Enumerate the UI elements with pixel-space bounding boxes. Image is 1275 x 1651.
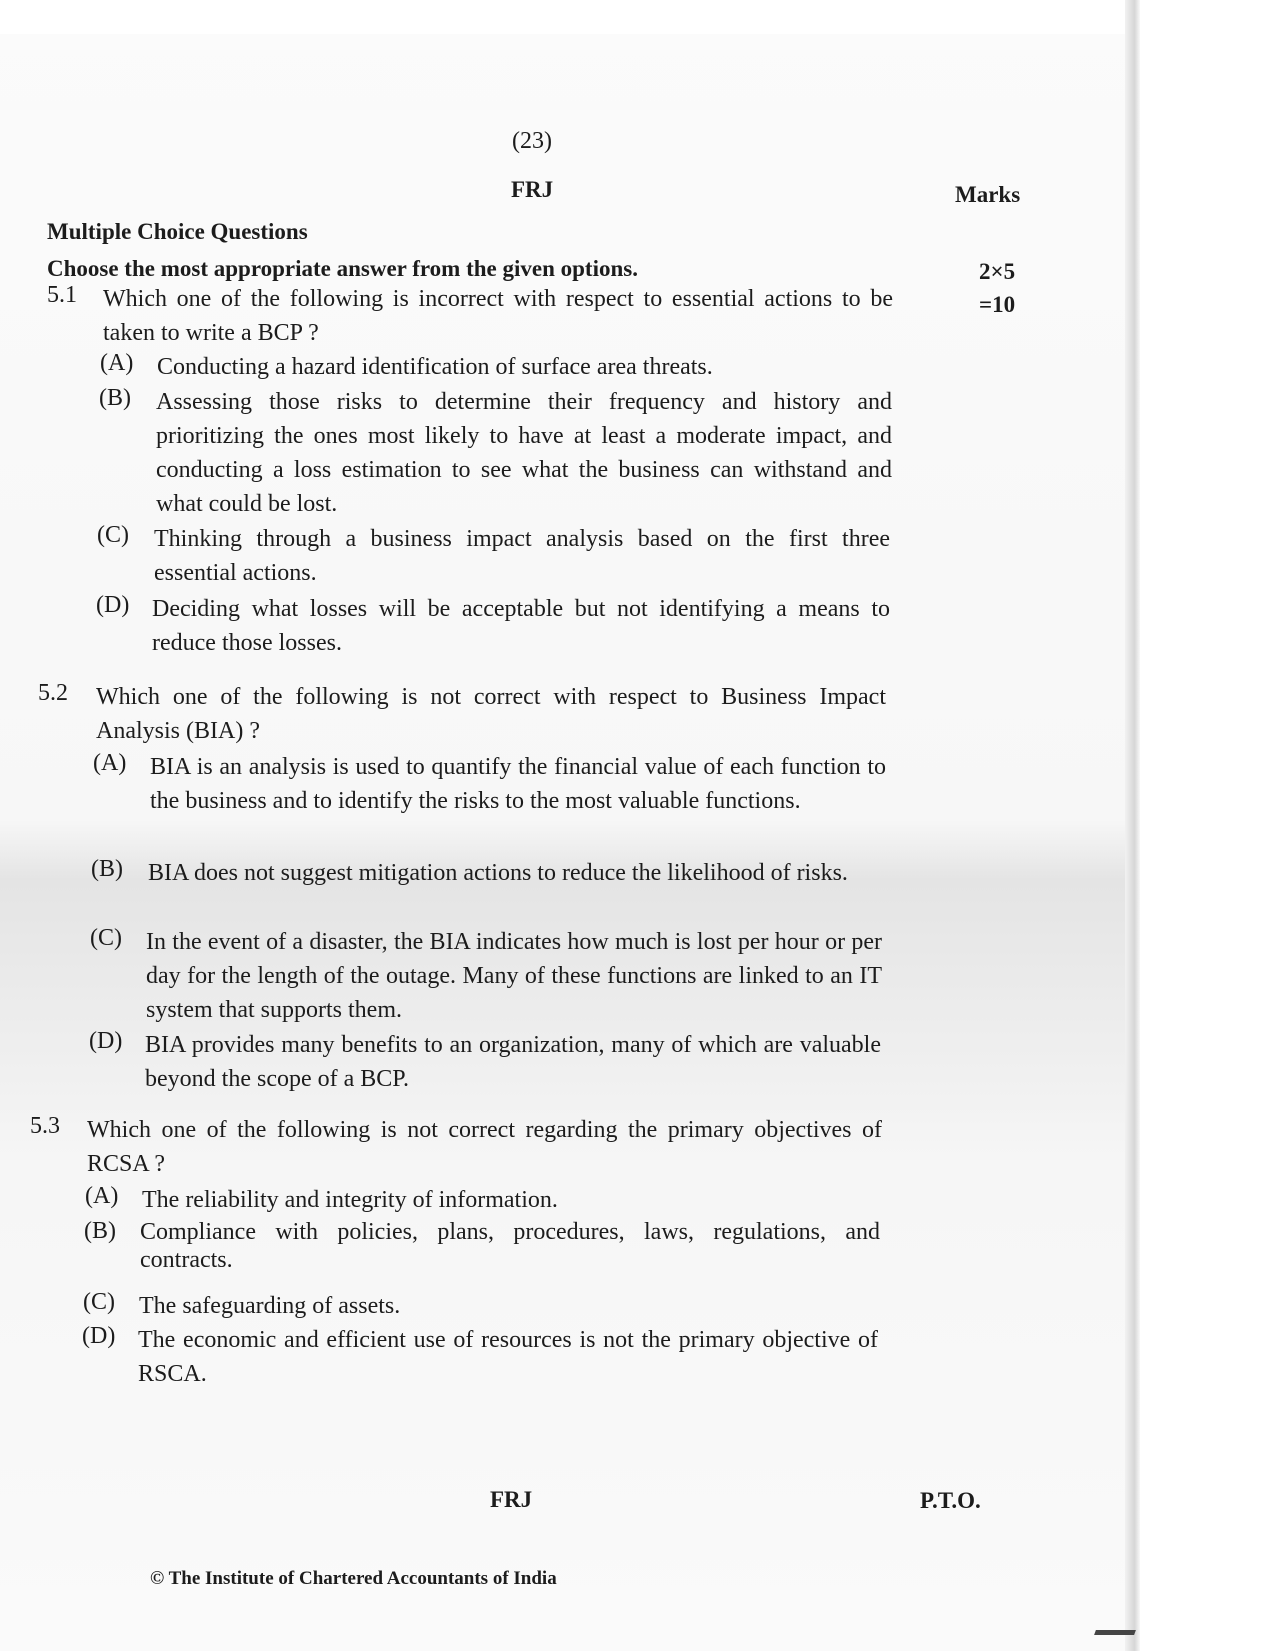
scan-top-margin <box>0 0 1140 34</box>
paper-code-bottom: FRJ <box>490 1487 533 1512</box>
marks-allocation: 2×5 <box>979 259 1016 284</box>
option-letter: (C) <box>90 925 122 951</box>
question-number: 5.2 <box>38 680 68 706</box>
option-text: Thinking through a business impact analysis based on the first three essential actions. <box>154 526 890 586</box>
option-text: BIA does not suggest mitigation actions to reduce the likelihood of risks. <box>148 860 848 886</box>
option-text: Deciding what losses will be acceptable but not identifying a means to reduce those losses. <box>152 596 890 656</box>
scan-page-edge <box>1125 0 1141 1651</box>
option-text: BIA provides many benefits to an organization, many of which are valuable beyond the scope of a BCP. <box>145 1032 881 1092</box>
page-number: (23) <box>512 128 552 154</box>
question-text: Which one of the following is not correct regarding the primary objectives of RCSA ? <box>87 1117 882 1177</box>
option-letter: (B) <box>99 385 131 411</box>
option-text: Assessing those risks to determine their frequency and history and prioritizing the ones most likely to have at least a moderate impact, and conducting a loss estimation to see what the business can withstand and what could be lost. <box>156 389 892 517</box>
option-text: The economic and efficient use of resources is not the primary objective of RSCA. <box>138 1327 878 1387</box>
question-number: 5.1 <box>47 282 77 308</box>
option-text: Compliance with policies, plans, procedures, laws, regulations, and contracts. <box>140 1219 880 1273</box>
option-text: The reliability and integrity of information. <box>142 1187 558 1213</box>
pto-note: P.T.O. <box>920 1488 981 1513</box>
option-text: BIA is an analysis is used to quantify the financial value of each function to the business and to identify the risks to the most valuable functions. <box>150 754 886 814</box>
question-text: Which one of the following is not correct with respect to Business Impact Analysis (BIA) ? <box>96 684 886 744</box>
option-letter: (A) <box>100 350 134 376</box>
option-letter: (D) <box>96 592 130 618</box>
option-letter: (D) <box>89 1028 123 1054</box>
option-letter: (C) <box>97 522 129 548</box>
marks-total: =10 <box>979 292 1016 317</box>
paper-code-top: FRJ <box>511 177 554 202</box>
copyright-notice: © The Institute of Chartered Accountants of India <box>150 1568 557 1589</box>
option-letter: (A) <box>93 750 127 776</box>
option-text: The safeguarding of assets. <box>139 1293 401 1319</box>
option-text: In the event of a disaster, the BIA indicates how much is lost per hour or per day for the length of the outage. Many of these functions are linked to an IT system that supports them. <box>146 929 882 1023</box>
section-title: Multiple Choice Questions <box>47 219 308 244</box>
scan-right-margin <box>1140 0 1275 1651</box>
section-instruction: Choose the most appropriate answer from the given options. <box>47 256 638 281</box>
option-letter: (B) <box>84 1218 116 1244</box>
question-text: Which one of the following is incorrect with respect to essential actions to be taken to write a BCP ? <box>103 286 893 346</box>
marks-heading: Marks <box>955 182 1021 207</box>
option-text: Conducting a hazard identification of surface area threats. <box>157 354 713 380</box>
scan-corner-mark <box>1094 1630 1136 1635</box>
option-letter: (D) <box>82 1323 116 1349</box>
option-letter: (C) <box>83 1289 115 1315</box>
question-number: 5.3 <box>30 1113 60 1139</box>
option-letter: (B) <box>91 856 123 882</box>
option-letter: (A) <box>85 1183 119 1209</box>
